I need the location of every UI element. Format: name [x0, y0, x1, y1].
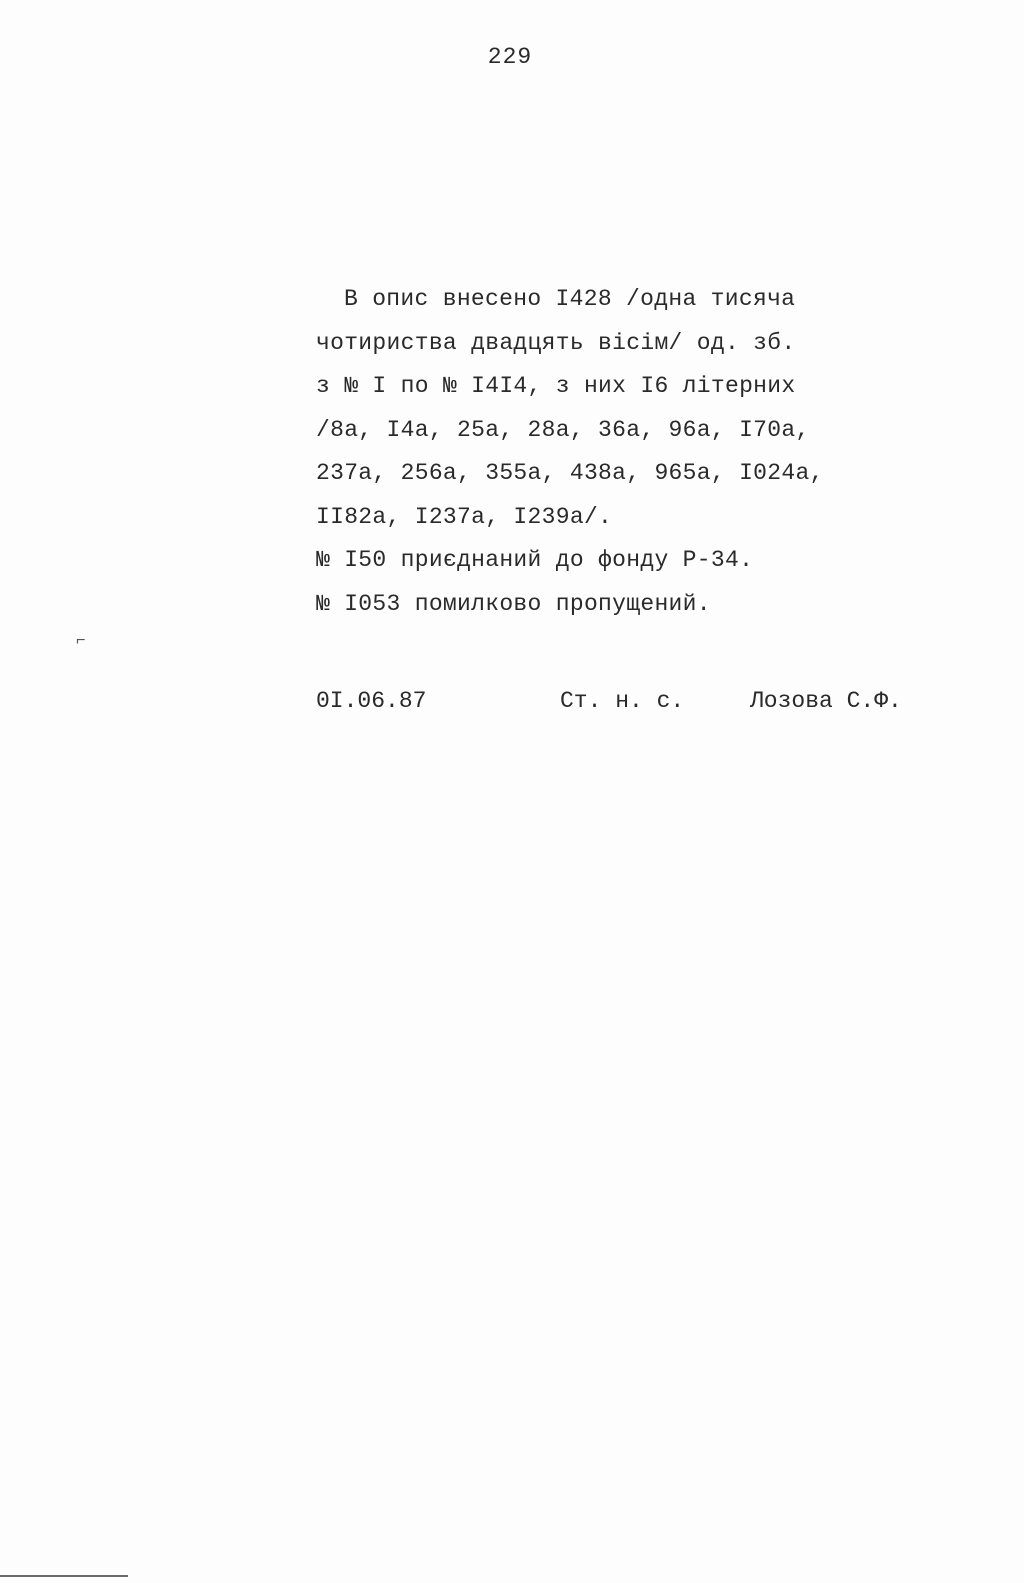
note-line-8: № І053 помилково пропущений.: [316, 590, 711, 617]
note-line-5: 237а, 256а, 355а, 438а, 965а, І024а,: [316, 460, 824, 486]
signatory-name: Лозова С.Ф.: [750, 688, 902, 714]
stray-pen-mark: ⌐: [76, 632, 86, 650]
date: 0І.06.87: [316, 688, 427, 714]
note-line-4: /8а, І4а, 25а, 28а, 36а, 96а, І70а,: [316, 416, 810, 443]
page-number: 229: [487, 44, 533, 70]
note-line-3: з № І по № І4І4, з них І6 літерних: [316, 373, 796, 399]
note-line-2: чотириства двадцять вісім/ од. зб.: [316, 329, 796, 356]
position-title: Ст. н. с.: [560, 688, 685, 714]
note-line-6: ІІ82а, І237а, І239а/.: [316, 503, 613, 530]
bottom-edge-rule: [0, 1575, 128, 1577]
note-line-1: В опис внесено І428 /одна тисяча: [344, 286, 796, 312]
signature-block: [0, 688, 1024, 728]
inventory-note: [316, 278, 876, 626]
note-line-7: № І50 приєднаний до фонду Р-34.: [316, 547, 754, 573]
